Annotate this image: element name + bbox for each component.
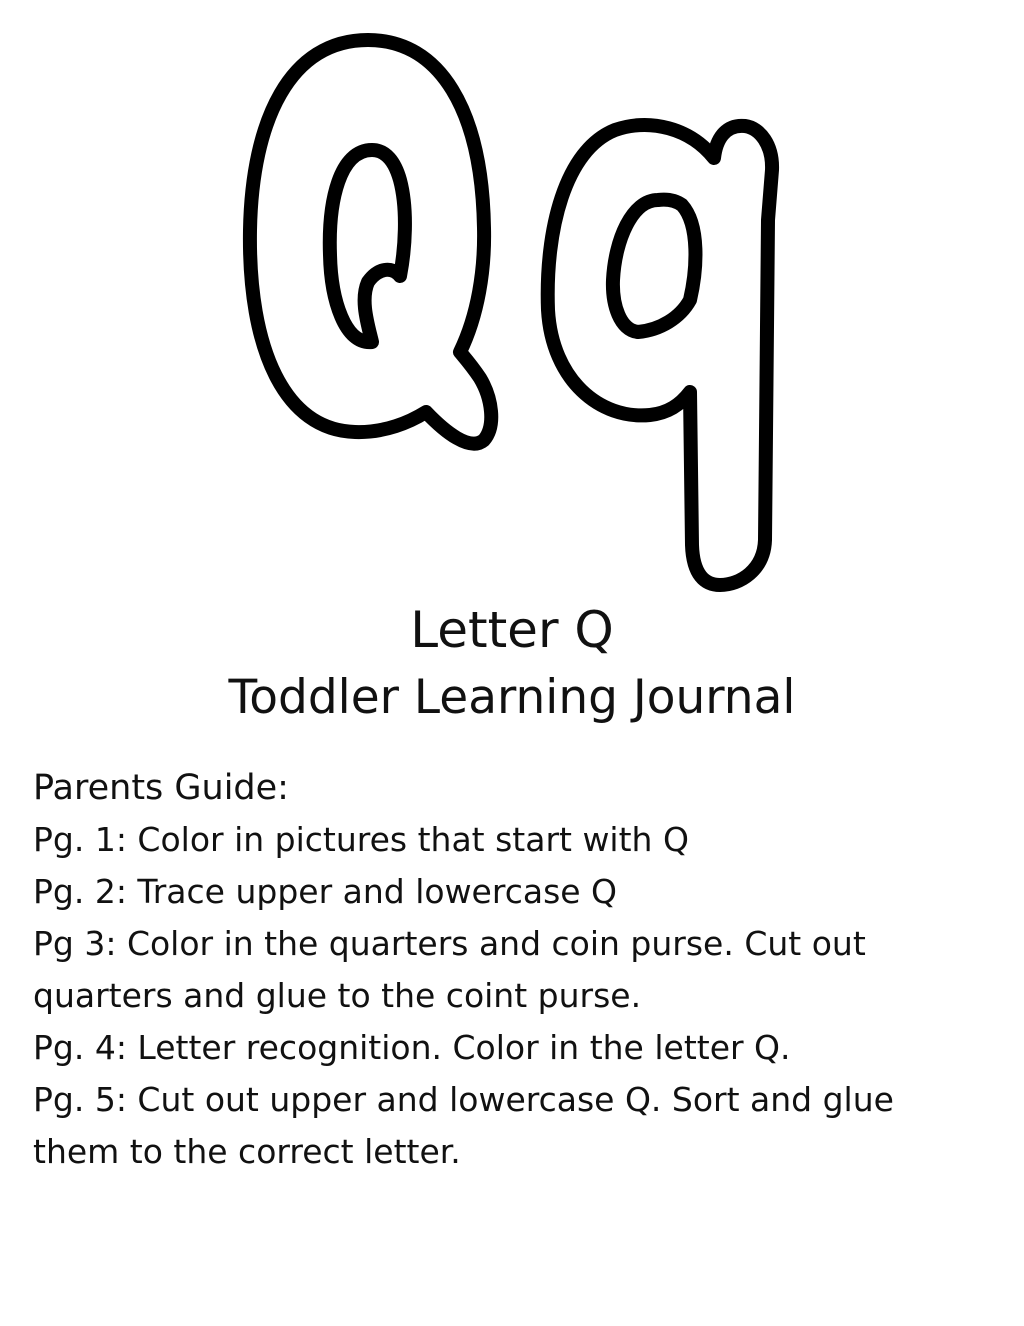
- uppercase-q-outline: [250, 40, 491, 444]
- guide-line: Pg. 2: Trace upper and lowercase Q: [33, 872, 618, 911]
- guide-line: Pg. 1: Color in pictures that start with Q: [33, 820, 689, 859]
- parents-guide-heading: Parents Guide:: [33, 768, 289, 808]
- guide-line: Pg. 4: Letter recognition. Color in the letter Q.: [33, 1028, 791, 1067]
- parents-guide: [33, 762, 993, 1178]
- page-title: Letter Q: [410, 601, 614, 659]
- guide-line: Pg. 5: Cut out upper and lowercase Q. Sort and glue: [33, 1080, 894, 1119]
- guide-line: quarters and glue to the coint purse.: [33, 976, 642, 1015]
- page-subtitle: Toddler Learning Journal: [228, 670, 796, 725]
- guide-line: them to the correct letter.: [33, 1132, 461, 1171]
- guide-line: Pg 3: Color in the quarters and coin purse. Cut out: [33, 924, 866, 963]
- letter-q-outline-art: [0, 0, 1024, 600]
- lowercase-q-outline: [548, 125, 772, 585]
